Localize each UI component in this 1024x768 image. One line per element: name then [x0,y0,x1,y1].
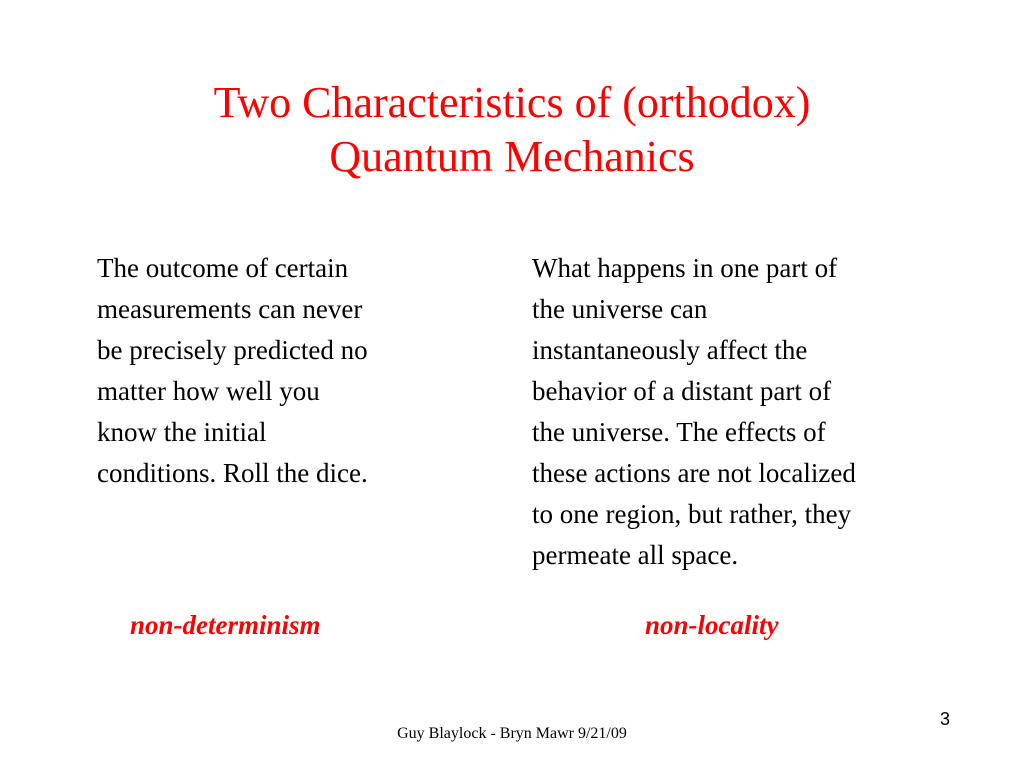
slide-footer: Guy Blaylock - Bryn Mawr 9/21/09 [397,725,627,742]
slide-title-line-2: Quantum Mechanics [329,132,695,181]
right-text-line: permeate all space. [532,540,739,570]
left-column-text [97,248,457,494]
right-text-line: instantaneously affect the [532,335,808,365]
left-text-line: matter how well you [97,376,320,406]
slide-title [0,76,1024,184]
right-text-line: the universe. The effects of [532,417,826,447]
right-text-line: behavior of a distant part of [532,376,832,406]
right-text-line: to one region, but rather, they [532,499,852,529]
left-text-line: know the initial [97,417,267,447]
left-text-line: measurements can never [97,294,363,324]
left-text-line: The outcome of certain [97,253,349,283]
left-text-line: be precisely predicted no [97,335,368,365]
right-text-line: What happens in one part of [532,253,838,283]
left-text-line: conditions. Roll the dice. [97,458,368,488]
slide-title-line-1: Two Characteristics of (orthodox) [213,78,811,127]
term-non-determinism: non-determinism [130,610,321,640]
right-column-text [532,248,962,576]
term-non-locality: non-locality [645,610,779,640]
right-text-line: these actions are not localized [532,458,856,488]
slide-number: 3 [939,709,950,729]
right-text-line: the universe can [532,294,708,324]
